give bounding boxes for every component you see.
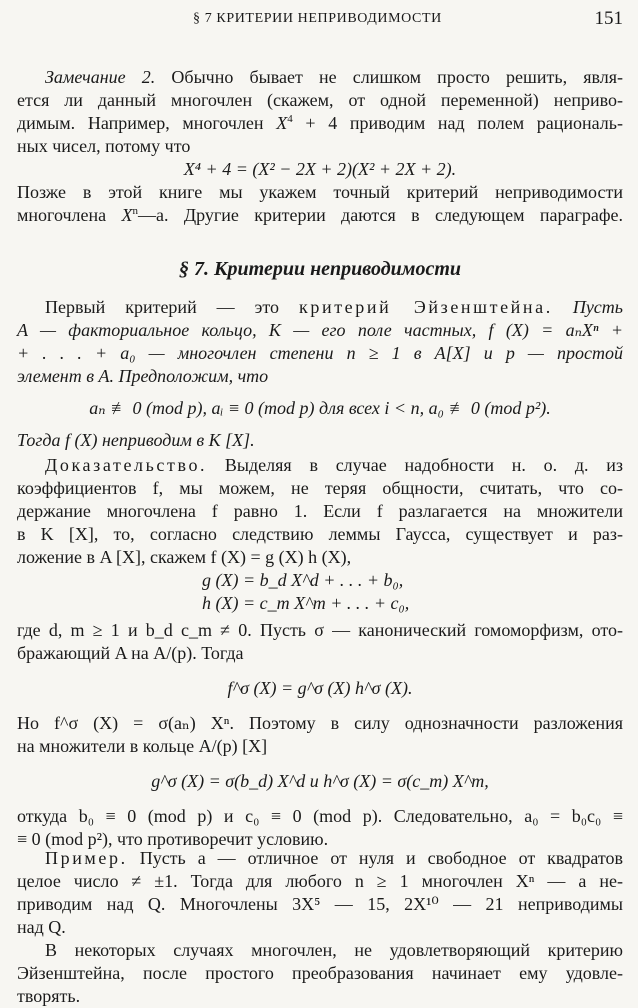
criterion-line-6: Тогда f (X) неприводим в K [X]. <box>17 430 255 450</box>
remark-line-7 <box>17 204 623 227</box>
example-paragraph <box>17 847 623 939</box>
closing-line-3: творять. <box>17 986 81 1006</box>
remark-line-7-math: X <box>121 205 133 225</box>
book-page <box>17 0 623 1006</box>
example-line-1-text: Пусть a — отличное от нуля и свободное от квадратов <box>127 848 623 868</box>
remark-label: Замечание 2. <box>45 67 156 87</box>
remark-line-1 <box>17 66 623 89</box>
proof-formula-f-sigma: f^σ (X) = g^σ (X) h^σ (X). <box>227 678 413 698</box>
proof-line-3: держание многочлена f равно 1. Если f разлагается на множители <box>17 501 623 521</box>
proof-line-8: где d, m ≥ 1 и b_d c_m ≠ 0. Пусть σ — канонический гомоморфизм, ото- <box>17 620 623 640</box>
remark-line-7-pre: многочлена <box>17 205 122 225</box>
example-line-3: приводим над Q. Многочлены 3X⁵ — 15, 2X¹⁰ — 21 неприводимы <box>17 894 623 914</box>
proof-paragraph <box>17 454 623 851</box>
criterion-line-1-pre: Первый критерий — это <box>45 297 300 317</box>
criterion-line-1-italic: Пусть <box>552 297 623 317</box>
remark-line-6: Позже в этой книге мы укажем точный критерий неприводимости <box>17 182 623 202</box>
remark-line-3-sup: 4 <box>287 113 293 125</box>
proof-line-9: бражающий A на A/(p). Тогда <box>17 643 244 663</box>
remark-line-2: ется ли данный многочлен (скажем, от одной переменной) неприво- <box>17 90 623 110</box>
proof-line-15: ≡ 0 (mod p²), что противоречит условию. <box>17 829 329 849</box>
remark-line-3-post: + 4 приводим над полем рациональ- <box>292 113 623 133</box>
remark-line-1-text: Обычно бывает не слишком просто решить, явля- <box>155 67 623 87</box>
criterion-line-2: A — факториальное кольцо, K — его поле частных, f (X) = aₙXⁿ + <box>17 320 623 340</box>
page-number: 151 <box>594 8 623 29</box>
criterion-name: критерий Эйзенштейна. <box>299 297 553 317</box>
proof-formula-h: h (X) = c_m X^m + . . . + c₀, <box>202 593 410 613</box>
proof-formula-g: g (X) = b_d X^d + . . . + b₀, <box>202 570 404 590</box>
proof-line-12: на множители в кольце A/(p) [X] <box>17 736 268 756</box>
example-label: Пример. <box>45 848 128 868</box>
example-line-2: целое число ≠ ±1. Тогда для любого n ≥ 1 многочлен Xⁿ — a не- <box>17 871 623 891</box>
criterion-paragraph <box>17 296 623 452</box>
proof-line-5: ложение в A [X], скажем f (X) = g (X) h (X), <box>17 547 352 567</box>
remark-line-7-post: —a. Другие критерии даются в следующем параграфе. <box>137 205 623 225</box>
remark-formula: X⁴ + 4 = (X² − 2X + 2)(X² + 2X + 2). <box>183 159 457 179</box>
criterion-line-3: + . . . + a₀ — многочлен степени n ≥ 1 в A[X] и p — простой <box>17 343 623 363</box>
remark-line-7-sup: n <box>132 205 138 217</box>
proof-line-1 <box>17 454 623 477</box>
closing-line-2: Эйзенштейна, после простого преобразования начинает ему удовле- <box>17 963 623 983</box>
proof-line-1-text: Выделяя в случае надобности н. о. д. из <box>207 455 623 475</box>
criterion-line-1 <box>17 296 623 319</box>
remark-line-3-math: X <box>276 113 288 133</box>
remark-paragraph <box>17 66 623 227</box>
proof-label: Доказательство. <box>45 455 208 475</box>
closing-paragraph <box>17 939 623 1008</box>
criterion-line-4: элемент в A. Предположим, что <box>17 366 269 386</box>
proof-line-2: коэффициентов f, мы можем, не теряя общности, считать, что со- <box>17 478 623 498</box>
remark-line-3 <box>17 112 623 135</box>
remark-line-4: ных чисел, потому что <box>17 136 191 156</box>
proof-line-4: в K [X], то, согласно следствию леммы Гаусса, существует и раз- <box>17 524 623 544</box>
proof-line-11: Но f^σ (X) = σ(aₙ) Xⁿ. Поэтому в силу однозначности разложения <box>17 713 623 733</box>
running-head <box>17 8 623 32</box>
running-title: § 7 КРИТЕРИИ НЕПРИВОДИМОСТИ <box>193 11 442 26</box>
section-title: § 7. Критерии неприводимости <box>178 258 462 280</box>
closing-line-1: В некоторых случаях многочлен, не удовлетворяющий критерию <box>45 940 623 960</box>
example-line-1 <box>17 847 623 870</box>
proof-line-14: откуда b₀ ≡ 0 (mod p) и c₀ ≡ 0 (mod p). Следовательно, a₀ = b₀c₀ ≡ <box>17 806 623 826</box>
criterion-formula: aₙ ≢ 0 (mod p), aᵢ ≡ 0 (mod p) для всех i < n, a₀ ≢ 0 (mod p²). <box>89 398 551 418</box>
proof-formula-sigma-factors: g^σ (X) = σ(b_d) X^d и h^σ (X) = σ(c_m) X^m, <box>151 771 489 791</box>
remark-line-3-pre: димым. Например, многочлен <box>17 113 277 133</box>
example-line-4: над Q. <box>17 917 66 937</box>
